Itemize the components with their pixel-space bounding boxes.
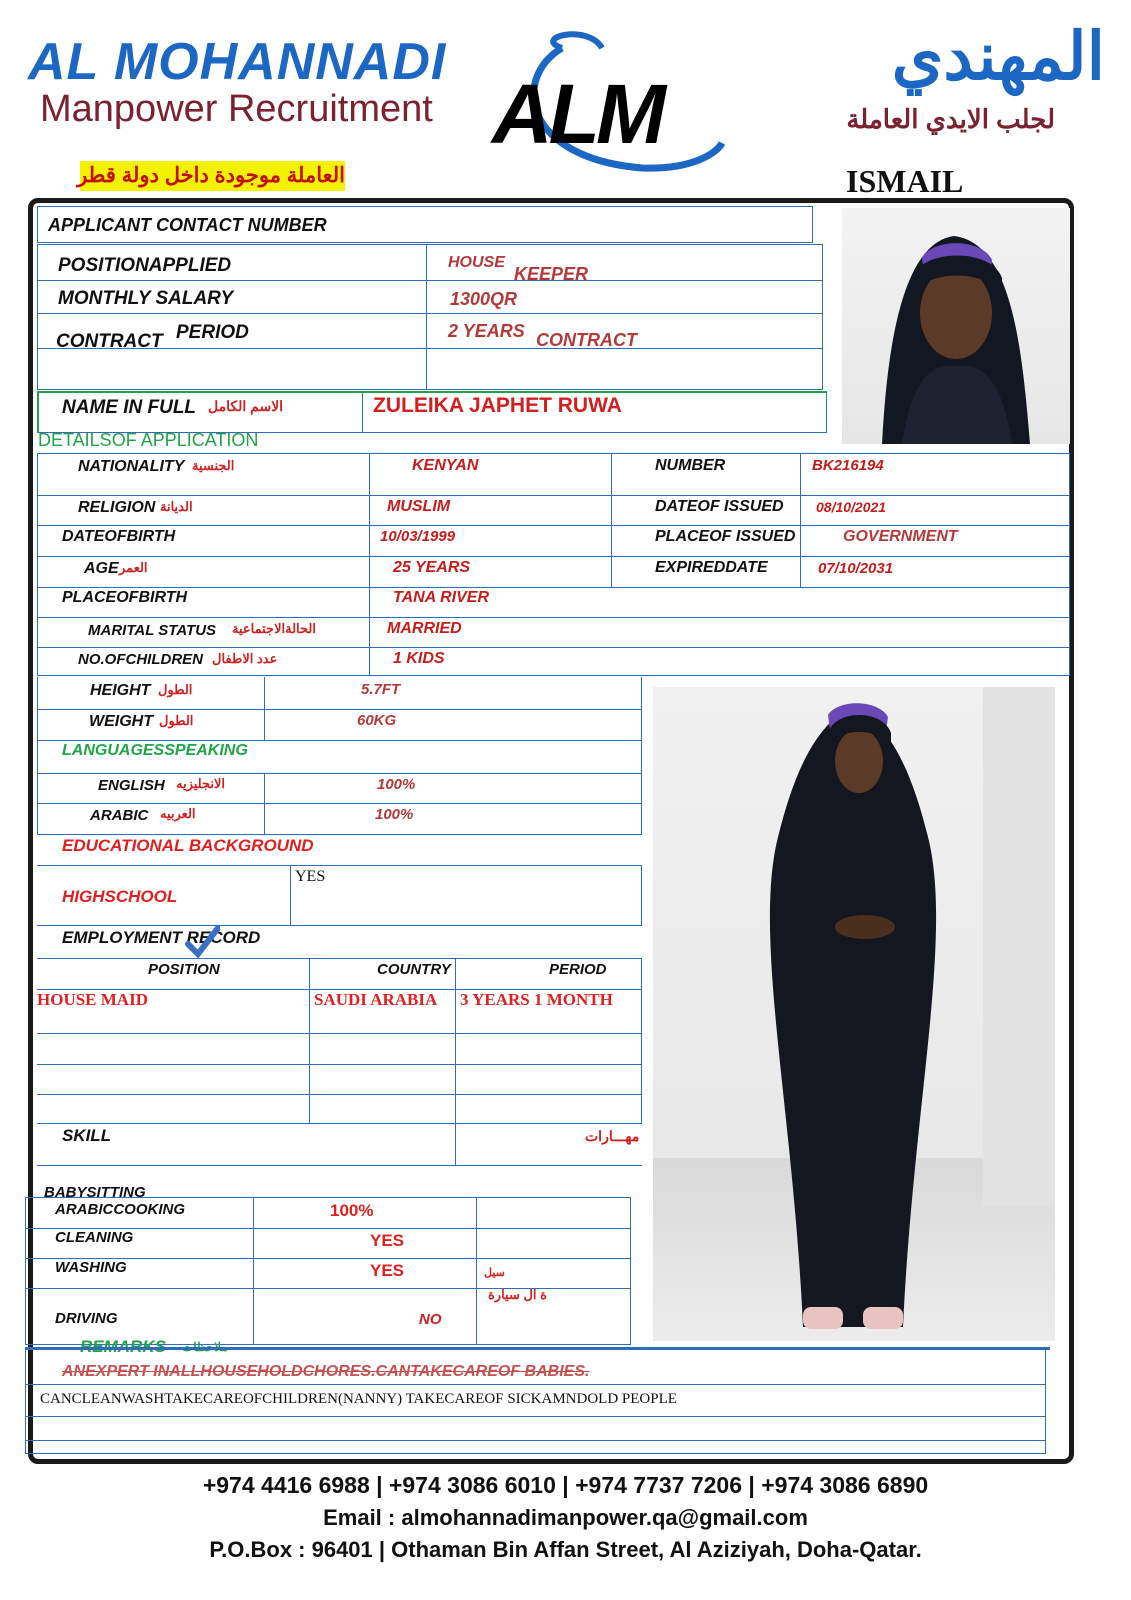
religion-value: MUSLIM (387, 498, 451, 515)
applicant-portrait (842, 208, 1070, 444)
details-table (37, 453, 1070, 676)
weight-value: 60KG (357, 712, 397, 729)
alm-logo (492, 18, 727, 178)
washing-value: YES (370, 1261, 405, 1280)
religion-label: RELIGION (78, 499, 156, 516)
qatar-location-note: العاملة موجودة داخل دولة قطر (80, 161, 345, 191)
driving-label: DRIVING (55, 1310, 118, 1327)
age-label: AGE (84, 560, 119, 577)
languages-heading: LANGUAGESSPEAKING (62, 742, 248, 759)
education-level: HIGHSCHOOL (62, 887, 178, 906)
children-value: 1 KIDS (393, 650, 445, 667)
marital-label: MARITAL STATUS (88, 622, 217, 639)
col-period: PERIOD (549, 961, 607, 978)
height-label: HEIGHT (90, 682, 151, 699)
skill-table (37, 1124, 642, 1166)
brand-title: AL MOHANNADI (28, 33, 447, 91)
cleaning-value: YES (370, 1231, 405, 1250)
washing-label: WASHING (55, 1259, 127, 1276)
english-value: 100% (377, 776, 416, 793)
salary-label: MONTHLY SALARY (58, 288, 234, 309)
position-value-house: HOUSE (448, 254, 505, 271)
expiry-label: EXPIREDDATE (655, 559, 768, 576)
col-position: POSITION (148, 961, 220, 978)
checkmark-icon (184, 924, 220, 960)
english-label: ENGLISH (98, 777, 165, 794)
children-ar: عدد الاطفال (212, 651, 278, 666)
pob-value: TANA RIVER (393, 589, 489, 606)
education-value: YES (295, 868, 326, 885)
english-ar: الانجليزيه (176, 776, 226, 791)
contract-label-2: PERIOD (176, 322, 249, 343)
height-ar: الطول (158, 682, 193, 697)
education-heading: EDUCATIONAL BACKGROUND (62, 836, 314, 855)
skill-label: SKILL (62, 1126, 112, 1145)
col-country: COUNTRY (377, 961, 451, 978)
applicant-full-photo (653, 687, 1055, 1341)
driving-value: NO (419, 1311, 442, 1328)
contract-label-1: CONTRACT (56, 331, 163, 352)
height-value: 5.7FT (361, 681, 401, 698)
cooking-label: ARABICCOOKING (55, 1201, 185, 1218)
contract-value-2: CONTRACT (536, 330, 637, 350)
passport-number-value: BK216194 (812, 457, 884, 474)
details-heading: DETAILSOF APPLICATION (38, 430, 259, 450)
position-value-keeper: KEEPER (514, 264, 589, 284)
salary-value: 1300QR (450, 289, 518, 309)
nationality-label: NATIONALITY (78, 458, 185, 475)
employment-country: SAUDI ARABIA (314, 990, 438, 1009)
pob-label: PLACEOFBIRTH (62, 589, 188, 606)
issued-place-value: GOVERNMENT (843, 528, 958, 545)
name-label-ar: الاسم الكامل (208, 398, 284, 414)
employment-position: HOUSE MAID (37, 990, 148, 1009)
issued-date-label: DATEOF ISSUED (655, 498, 784, 515)
employment-table (37, 958, 642, 1124)
contact-label: APPLICANT CONTACT NUMBER (48, 215, 327, 235)
issued-place-label: PLACEOF ISSUED (655, 528, 796, 545)
nationality-ar: الجنسية (192, 458, 235, 473)
weight-ar: الطول (159, 713, 194, 728)
remarks-line-2: CANCLEANWASHTAKECAREOFCHILDREN(NANNY) TAKECAREOF SICKAMNDOLD PEOPLE (40, 1391, 677, 1407)
issued-date-value: 08/10/2021 (816, 499, 887, 515)
nationality-value: KENYAN (412, 457, 479, 474)
contract-value-1: 2 YEARS (448, 321, 525, 341)
remarks-line-1: ANEXPERT INALLHOUSEHOLDCHORES.CANTAKECAREOF BABIES. (62, 1363, 590, 1380)
employment-period: 3 YEARS 1 MONTH (460, 990, 613, 1009)
footer-address: P.O.Box : 96401 | Othaman Bin Affan Street, Al Aziziyah, Doha-Qatar. (209, 1537, 922, 1562)
marital-value: MARRIED (387, 620, 462, 637)
passport-number-label: NUMBER (655, 457, 726, 474)
employment-heading: EMPLOYMENT RECORD (62, 928, 261, 947)
brand-subtitle: Manpower Recruitment (40, 88, 433, 130)
arabic-value: 100% (375, 806, 414, 823)
footer-phones: +974 4416 6988 | +974 3086 6010 | +974 7737 7206 | +974 3086 6890 (202, 1472, 929, 1498)
marital-ar: الحالةالاجتماعية (232, 621, 316, 636)
washing-ar: سيل (484, 1267, 505, 1279)
cleaning-label: CLEANING (55, 1229, 134, 1246)
dob-label: DATEOFBIRTH (62, 528, 176, 545)
arabic-ar: العربيه (160, 806, 196, 821)
position-label: POSITIONAPPLIED (58, 255, 232, 276)
skill-label-ar: مهـــارات (585, 1128, 640, 1144)
name-label: NAME IN FULL (62, 397, 197, 418)
cooking-value: 100% (330, 1201, 374, 1220)
driving-ar: ة ال سيارة (488, 1287, 547, 1302)
children-label: NO.OFCHILDREN (78, 651, 203, 668)
dob-value: 10/03/1999 (380, 528, 456, 545)
arabic-brand-name: المهندي (891, 19, 1105, 93)
age-value: 25 YEARS (393, 559, 471, 576)
footer-email: Email : almohannadimanpower.qa@gmail.com (323, 1505, 808, 1530)
arabic-tagline: لجلب الايدي العاملة (846, 104, 1055, 134)
arabic-label: ARABIC (90, 807, 149, 824)
full-name-value: ZULEIKA JAPHET RUWA (373, 394, 622, 417)
alm-logo-text: ALM (492, 67, 662, 161)
age-ar: العمر (119, 560, 148, 575)
weight-label: WEIGHT (89, 713, 153, 730)
babysitting-label: BABYSITTING (44, 1184, 146, 1201)
agent-name: ISMAIL (846, 163, 964, 199)
religion-ar: الديانة (160, 499, 193, 514)
expiry-value: 07/10/2031 (818, 560, 894, 577)
